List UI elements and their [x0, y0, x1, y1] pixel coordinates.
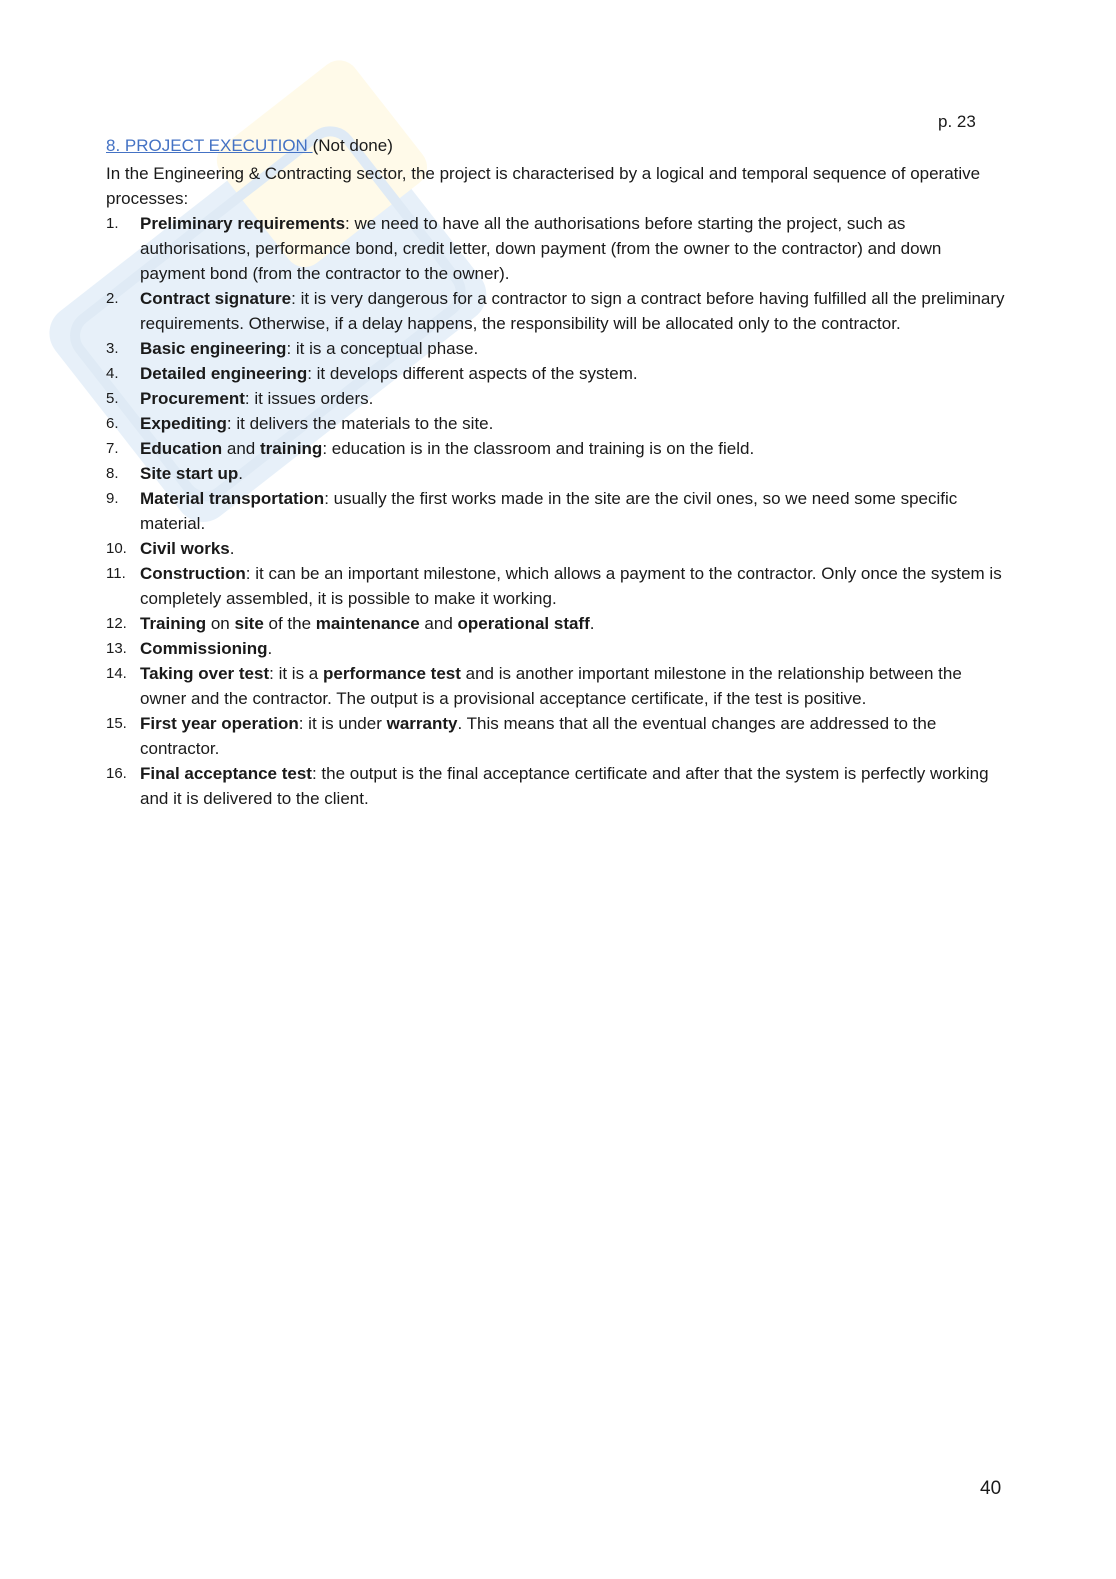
list-item-text: : education is in the classroom and training is on the field.: [322, 439, 755, 458]
list-item: [106, 711, 1006, 761]
list-item-number: 15.: [106, 715, 127, 732]
list-item-term: maintenance: [315, 614, 420, 633]
list-item-text: of the: [263, 614, 316, 633]
list-item-term: Material transportation: [140, 489, 325, 508]
list-item-text: : it is a conceptual phase.: [286, 339, 479, 358]
list-item-term: training: [259, 439, 323, 458]
list-item-text: on: [206, 614, 235, 633]
list-item: [106, 211, 1006, 286]
list-item: [106, 361, 1006, 386]
list-item-text: : it delivers the materials to the site.: [226, 414, 494, 433]
list-item-text: and: [222, 439, 260, 458]
list-item-term: Procurement: [140, 389, 245, 408]
list-item-term: Education: [140, 439, 223, 458]
list-item-number: 2.: [106, 290, 119, 307]
list-item: [106, 386, 1006, 411]
list-item-text: .: [229, 539, 235, 558]
list-item-number: 8.: [106, 465, 119, 482]
list-item-number: 10.: [106, 540, 127, 557]
list-item-text: : it issues orders.: [244, 389, 374, 408]
list-item-number: 4.: [106, 365, 119, 382]
list-item: [106, 486, 1006, 536]
list-item-term: site: [234, 614, 264, 633]
list-item-number: 9.: [106, 490, 119, 507]
list-item-number: 16.: [106, 765, 127, 782]
list-item-term: Commissioning: [140, 639, 268, 658]
section-note: (Not done): [312, 136, 393, 155]
list-item-text: .: [589, 614, 595, 633]
list-item: [106, 436, 1006, 461]
section-heading: [106, 136, 393, 156]
list-item-term: Construction: [140, 564, 246, 583]
list-item-text: .: [267, 639, 273, 658]
list-item: [106, 336, 1006, 361]
list-item-number: 5.: [106, 390, 119, 407]
list-item-number: 12.: [106, 615, 127, 632]
list-item-text: : it can be an important milestone, which allows a payment to the contractor. Only once the system is completely assembled, it is possible to make it working.: [140, 564, 1002, 608]
list-item-number: 7.: [106, 440, 119, 457]
list-item-term: Training: [140, 614, 207, 633]
list-item-text: : it develops different aspects of the system.: [307, 364, 638, 383]
list-item-term: First year operation: [140, 714, 299, 733]
list-item-text: and: [419, 614, 458, 633]
list-item-text: : it is a: [269, 664, 323, 683]
intro-paragraph: In the Engineering & Contracting sector, the project is characterised by a logical and temporal sequence of operative processes:: [106, 164, 981, 208]
list-item-text: : we need to have all the authorisations before starting the project, such as authorisations, performance bond, credit letter, down payment (from the owner to the contractor) and down payment bond (from the contractor to the owner).: [140, 214, 942, 283]
list-item-term: Final acceptance test: [140, 764, 312, 783]
page-number: 40: [980, 1478, 1002, 1499]
list-item-text: . This means that all the eventual changes are addressed to the contractor.: [140, 714, 937, 758]
list-item-term: Basic engineering: [140, 339, 287, 358]
list-item-number: 13.: [106, 640, 127, 657]
list-item-term: Expediting: [140, 414, 227, 433]
list-item: [106, 561, 1006, 611]
list-item-term: performance test: [322, 664, 461, 683]
list-item: [106, 411, 1006, 436]
page-reference: p. 23: [938, 112, 976, 131]
list-item-term: Preliminary requirements: [140, 214, 346, 233]
list-item-number: 1.: [106, 215, 119, 232]
list-item: [106, 286, 1006, 336]
list-item-text: and is another important milestone in the relationship between the owner and the contractor. The output is a provisional acceptance certificate, if the test is positive.: [140, 664, 962, 708]
list-item-text: : it is under: [298, 714, 387, 733]
list-item: [106, 461, 1006, 486]
list-item-term: operational staff: [457, 614, 590, 633]
section-title-link[interactable]: 8. PROJECT EXECUTION: [106, 136, 313, 155]
list-item-term: warranty: [386, 714, 458, 733]
list-item: [106, 761, 1006, 811]
list-item: [106, 636, 1006, 661]
list-item: [106, 536, 1006, 561]
list-item-text: : it is very dangerous for a contractor to sign a contract before having fulfilled all the preliminary requirements. Otherwise, if a delay happens, the responsibility will be allocated only to the contractor.: [140, 289, 1005, 333]
list-item: [106, 611, 1006, 636]
list-item-number: 14.: [106, 665, 127, 682]
list-item: [106, 661, 1006, 711]
list-item-number: 6.: [106, 415, 119, 432]
list-item-term: Civil works: [140, 539, 230, 558]
list-item-term: Taking over test: [140, 664, 270, 683]
list-item-text: .: [238, 464, 243, 483]
list-item-term: Contract signature: [140, 289, 292, 308]
list-item-term: Site start up: [140, 464, 239, 483]
list-item-text: : the output is the final acceptance certificate and after that the system is perfectly working and it is delivered to the client.: [140, 764, 989, 808]
list-item-number: 11.: [106, 565, 126, 582]
list-item-term: Detailed engineering: [140, 364, 308, 383]
process-steps-list: [106, 211, 1006, 811]
list-item-number: 3.: [106, 340, 119, 357]
list-item-text: : usually the first works made in the site are the civil ones, so we need some specific material.: [140, 489, 958, 533]
